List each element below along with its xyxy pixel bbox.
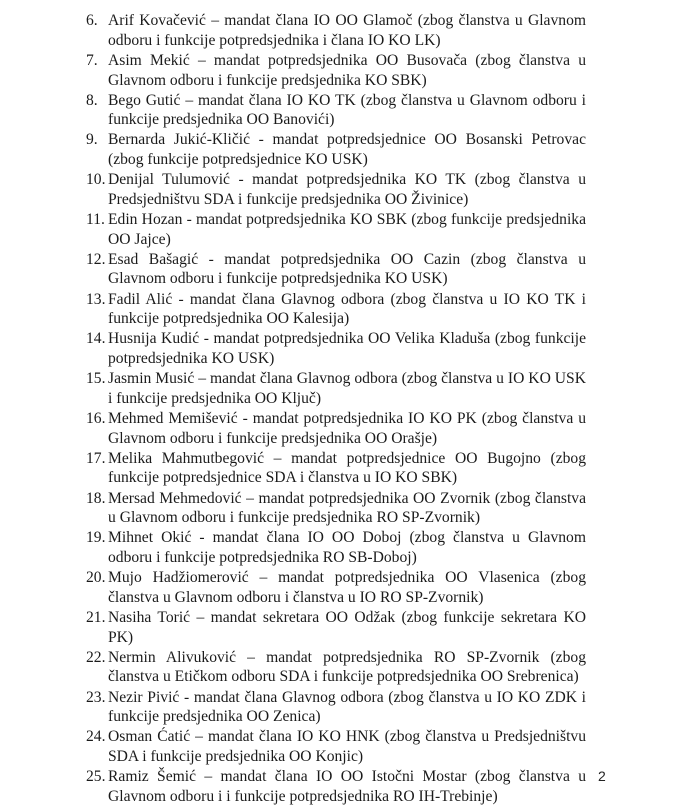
item-text: Fadil Alić - mandat člana Glavnog odbora (zbog članstva u IO KO TK i funkcije potpredsjednika OO Kalesija) [108,290,586,328]
item-number: 20. [86,569,106,587]
item-number: 19. [86,529,106,547]
item-number: 21. [86,608,106,626]
item-text: Husnija Kudić - mandat potpredsjednika OO Velika Kladuša (zbog funkcije potpredsjednika KO USK) [108,330,586,368]
list-item [86,528,586,567]
item-text: Nasiha Torić – mandat sekretara OO Odžak (zbog funkcije sekretara KO PK) [108,608,586,646]
list-item [86,409,586,448]
item-number: 9. [86,131,98,149]
item-text: Jasmin Musić – mandat člana Glavnog odbora (zbog članstva u IO KO USK i funkcije predsjednika OO Ključ) [108,370,586,407]
item-text: Denijal Tulumović - mandat potpredsjednika KO TK (zbog članstva u Predsjedništvu SDA i funkcije predsjednika OO Živinice) [108,171,586,208]
mandate-list [86,11,586,807]
item-number: 10. [86,171,106,189]
item-number: 6. [86,12,98,29]
page-number: 2 [598,768,606,784]
item-text: Edin Hozan - mandat potpredsjednika KO SBK (zbog funkcije predsjednika OO Jajce) [108,210,586,248]
item-number: 18. [86,489,106,507]
item-text: Melika Mahmutbegović – mandat potpredsjednice OO Bugojno (zbog funkcije potpredsjednice SDA i članstva u IO KO SBK) [108,449,586,487]
list-item [86,648,586,687]
item-number: 22. [86,648,106,666]
list-item [86,329,586,368]
item-number: 17. [86,449,106,467]
item-text: Mersad Mehmedović – mandat potpredsjednika OO Zvornik (zbog članstva u Glavnom odboru i funkcije predsjednika RO SP-Zvornik) [108,489,586,527]
list-item [86,369,586,408]
item-number: 23. [86,688,106,706]
item-text: Asim Mekić – mandat potpredsjednika OO Busovača (zbog članstva u Glavnom odboru i funkcije predsjednika KO SBK) [108,51,586,89]
item-number: 7. [86,51,98,69]
list-item [86,449,586,488]
item-number: 25. [86,768,106,786]
item-number: 12. [86,250,106,268]
item-number: 16. [86,409,106,427]
item-number: 24. [86,728,106,746]
list-item [86,727,586,766]
list-item [86,210,586,249]
item-number: 11. [86,210,105,228]
list-item [86,51,586,90]
item-text: Bernarda Jukić-Kličić - mandat potpredsjednice OO Bosanski Petrovac (zbog funkcije potpredsjednice KO USK) [108,131,586,169]
item-text: Esad Bašagić - mandat potpredsjednika OO Cazin (zbog članstva u Glavnom odboru i funkcije potpredsjednika KO USK) [108,250,586,288]
item-number: 15. [86,370,106,388]
item-number: 14. [86,330,106,348]
item-text: Mehmed Memišević - mandat potpredsjednika IO KO PK (zbog članstva u Glavnom odboru i funkcije predsjednika OO Orašje) [108,409,586,447]
list-item [86,608,586,647]
list-item [86,688,586,727]
list-item [86,489,586,528]
item-number: 8. [86,91,98,109]
item-number: 13. [86,290,106,308]
item-text: Nermin Alivuković – mandat potpredsjednika RO SP-Zvornik (zbog članstva u Etičkom odboru SDA i funkcije potpredsjednika OO Srebrenica) [108,648,586,686]
list-item [86,568,586,607]
list-item [86,11,586,50]
item-text: Nezir Pivić - mandat člana Glavnog odbora (zbog članstva u IO KO ZDK i funkcije predsjednika OO Zenica) [108,688,586,726]
list-item [86,290,586,329]
item-text: Mihnet Okić - mandat člana IO OO Doboj (zbog članstva u Glavnom odboru i funkcije potpredsjednika RO SB-Doboj) [108,529,586,567]
item-text: Ramiz Šemić – mandat člana IO OO Istočni Mostar (zbog članstva u Glavnom odboru i i funkcije potpredsjednika RO IH-Trebinje) [108,768,586,805]
item-text: Mujo Hadžiomerović – mandat potpredsjednika OO Vlasenica (zbog članstva u Glavnom odboru i članstva u IO RO SP-Zvornik) [108,569,586,606]
item-text: Arif Kovačević – mandat člana IO OO Glamoč (zbog članstva u Glavnom odboru i funkcije potpredsjednika i člana IO KO LK) [108,12,586,49]
list-item [86,130,586,169]
list-item [86,91,586,130]
list-item [86,170,586,209]
list-item [86,767,586,806]
item-text: Bego Gutić – mandat člana IO KO TK (zbog članstva u Glavnom odboru i funkcije predsjednika OO Banovići) [108,91,586,129]
list-item [86,250,586,289]
item-text: Osman Ćatić – mandat člana IO KO HNK (zbog članstva u Predsjedništvu SDA i funkcije predsjednika OO Konjic) [108,728,586,766]
